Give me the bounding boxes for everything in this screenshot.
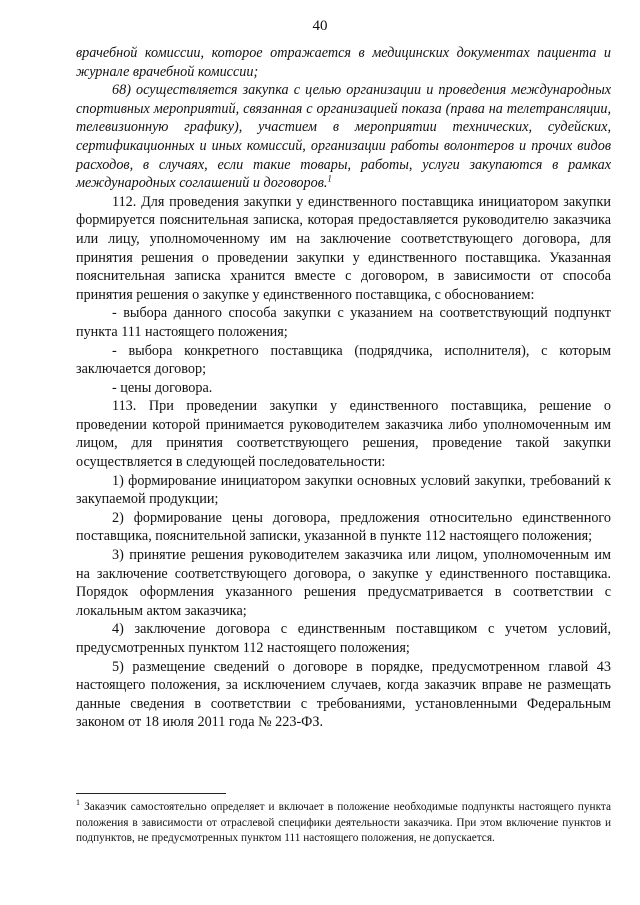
list-item: - выбора конкретного поставщика (подрядчика, исполнителя), с которым заключается договор; [76,342,611,378]
footnote-reference: 1 [327,173,332,184]
list-item: 5) размещение сведений о договоре в порядке, предусмотренном главой 43 настоящего положения, за исключением случаев, когда заказчик вправе не размещать данные сведения в соответствии с требованиями, установленными Федеральным законом от 18 июля 2011 года № 223-ФЗ. [76,658,611,731]
paragraph-112: 112. Для проведения закупки у единственного поставщика инициатором закупки формируется пояснительная записка, которая предоставляется руководителю заказчика или лицу, уполномоченному им на заключение соответствующего договора, для принятия решения о проведении закупки у единственного поставщика. Указанная пояснительная записка хранится вместе с договором, в зависимости от способа принятия решения о закупке у единственного поставщика, с обоснованием: [76,193,611,303]
list-item: 1) формирование инициатором закупки основных условий закупки, требований к закупаемой продукции; [76,472,611,508]
paragraph-113: 113. При проведении закупки у единственного поставщика, решение о проведении которой принимается руководителем заказчика либо уполномоченным им лицом, для принятия соответствующего решения, проведение такой закупки осуществляется в следующей последовательности: [76,398,611,471]
footnote-divider [76,793,226,794]
list-item: 4) заключение договора с единственным поставщиком с учетом условий, предусмотренных пунктом 112 настоящего положения; [76,621,611,656]
footnote-marker: 1 [76,798,80,808]
list-item: 2) формирование цены договора, предложения относительно единственного поставщика, пояснительной записки, указанной в пункте 112 настоящего положения; [76,509,611,545]
paragraph-continuation: врачебной комиссии, которое отражается в медицинских документах пациента и журнале врачебной комиссии; [76,45,611,80]
footnote [76,800,611,847]
document-body [76,44,611,732]
list-item: - выбора данного способа закупки с указанием на соответствующий подпункт пункта 111 настоящего положения; [76,305,611,340]
footnote-text: Заказчик самостоятельно определяет и включает в положение необходимые подпункты настоящего пункта положения в зависимости от отраслевой специфики деятельности заказчика. При этом включение пунктов и подпунктов, не предусмотренных пунктом 111 настоящего положения, не допускается. [76,801,611,844]
list-item: 3) принятие решения руководителем заказчика или лицом, уполномоченным им на заключение соответствующего договора, о закупке у единственного поставщика. Порядок оформления указанного решения предусматривается в соответствии с локальным актом заказчика; [76,547,611,619]
list-item: - цены договора. [112,379,213,396]
paragraph-item-68-text: 68) осуществляется закупка с целью организации и проведения международных спортивных мероприятий, связанная с организацией показа (права на телетрансляции, телевизионную графику), участием в мероприятии технических, судейских, сертификационных и иных комиссий, организации работы волонтеров и прочих видов расходов, в случаях, если такие товары, работы, услуги закупаются в рамках международных соглашений и договоров. [76,82,611,192]
paragraph-item-68 [76,81,611,193]
page-number: 40 [312,18,328,34]
